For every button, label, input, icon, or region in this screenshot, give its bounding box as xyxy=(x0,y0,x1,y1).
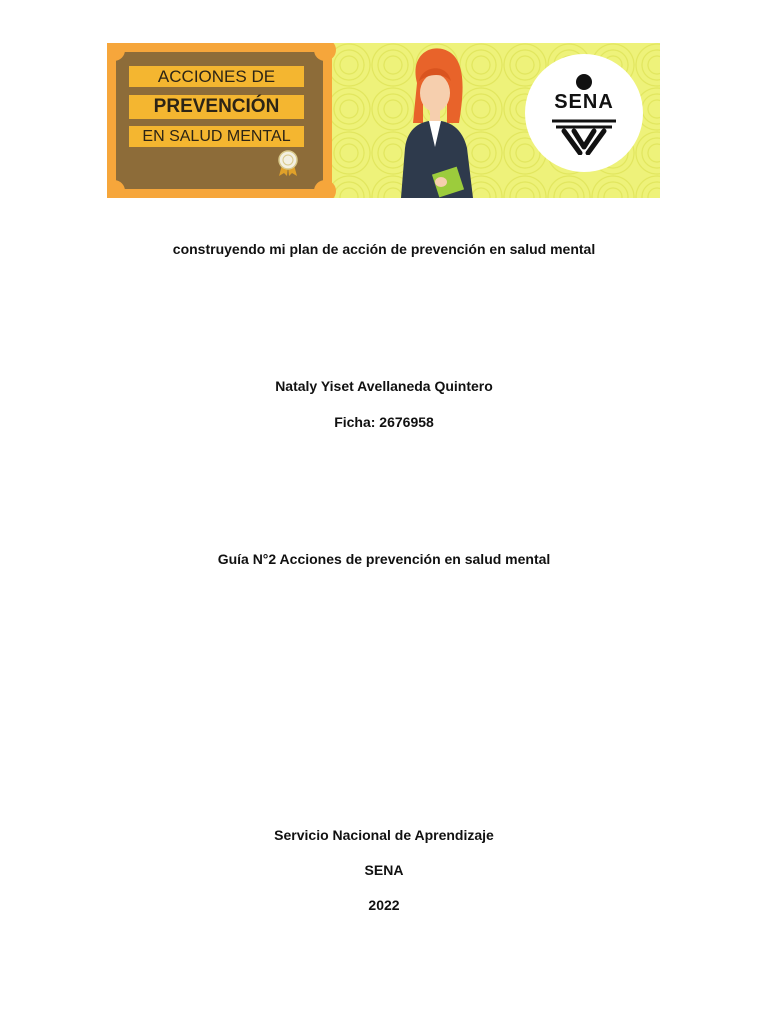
guide-title: Guía N°2 Acciones de prevención en salud mental xyxy=(217,551,551,567)
medal-icon xyxy=(275,150,301,176)
document-subtitle: construyendo mi plan de acción de prevención en salud mental xyxy=(172,241,596,257)
document-year: 2022 xyxy=(368,897,400,913)
plaque-corner xyxy=(314,43,336,61)
banner-title-line-2: PREVENCIÓN xyxy=(129,95,304,119)
sena-logo xyxy=(525,54,643,172)
institution-name: Servicio Nacional de Aprendizaje xyxy=(274,827,494,843)
title-plaque xyxy=(107,43,332,198)
institution-acronym: SENA xyxy=(364,862,404,878)
header-banner xyxy=(107,43,660,198)
sena-logo-text: SENA xyxy=(554,91,614,113)
author-name: Nataly Yiset Avellaneda Quintero xyxy=(275,378,493,394)
woman-illustration xyxy=(389,43,479,198)
banner-title-line-1: ACCIONES DE xyxy=(129,66,304,87)
ficha-number: Ficha: 2676958 xyxy=(334,414,434,430)
banner-title-line-3: EN SALUD MENTAL xyxy=(129,126,304,147)
plaque-corner xyxy=(314,180,336,198)
